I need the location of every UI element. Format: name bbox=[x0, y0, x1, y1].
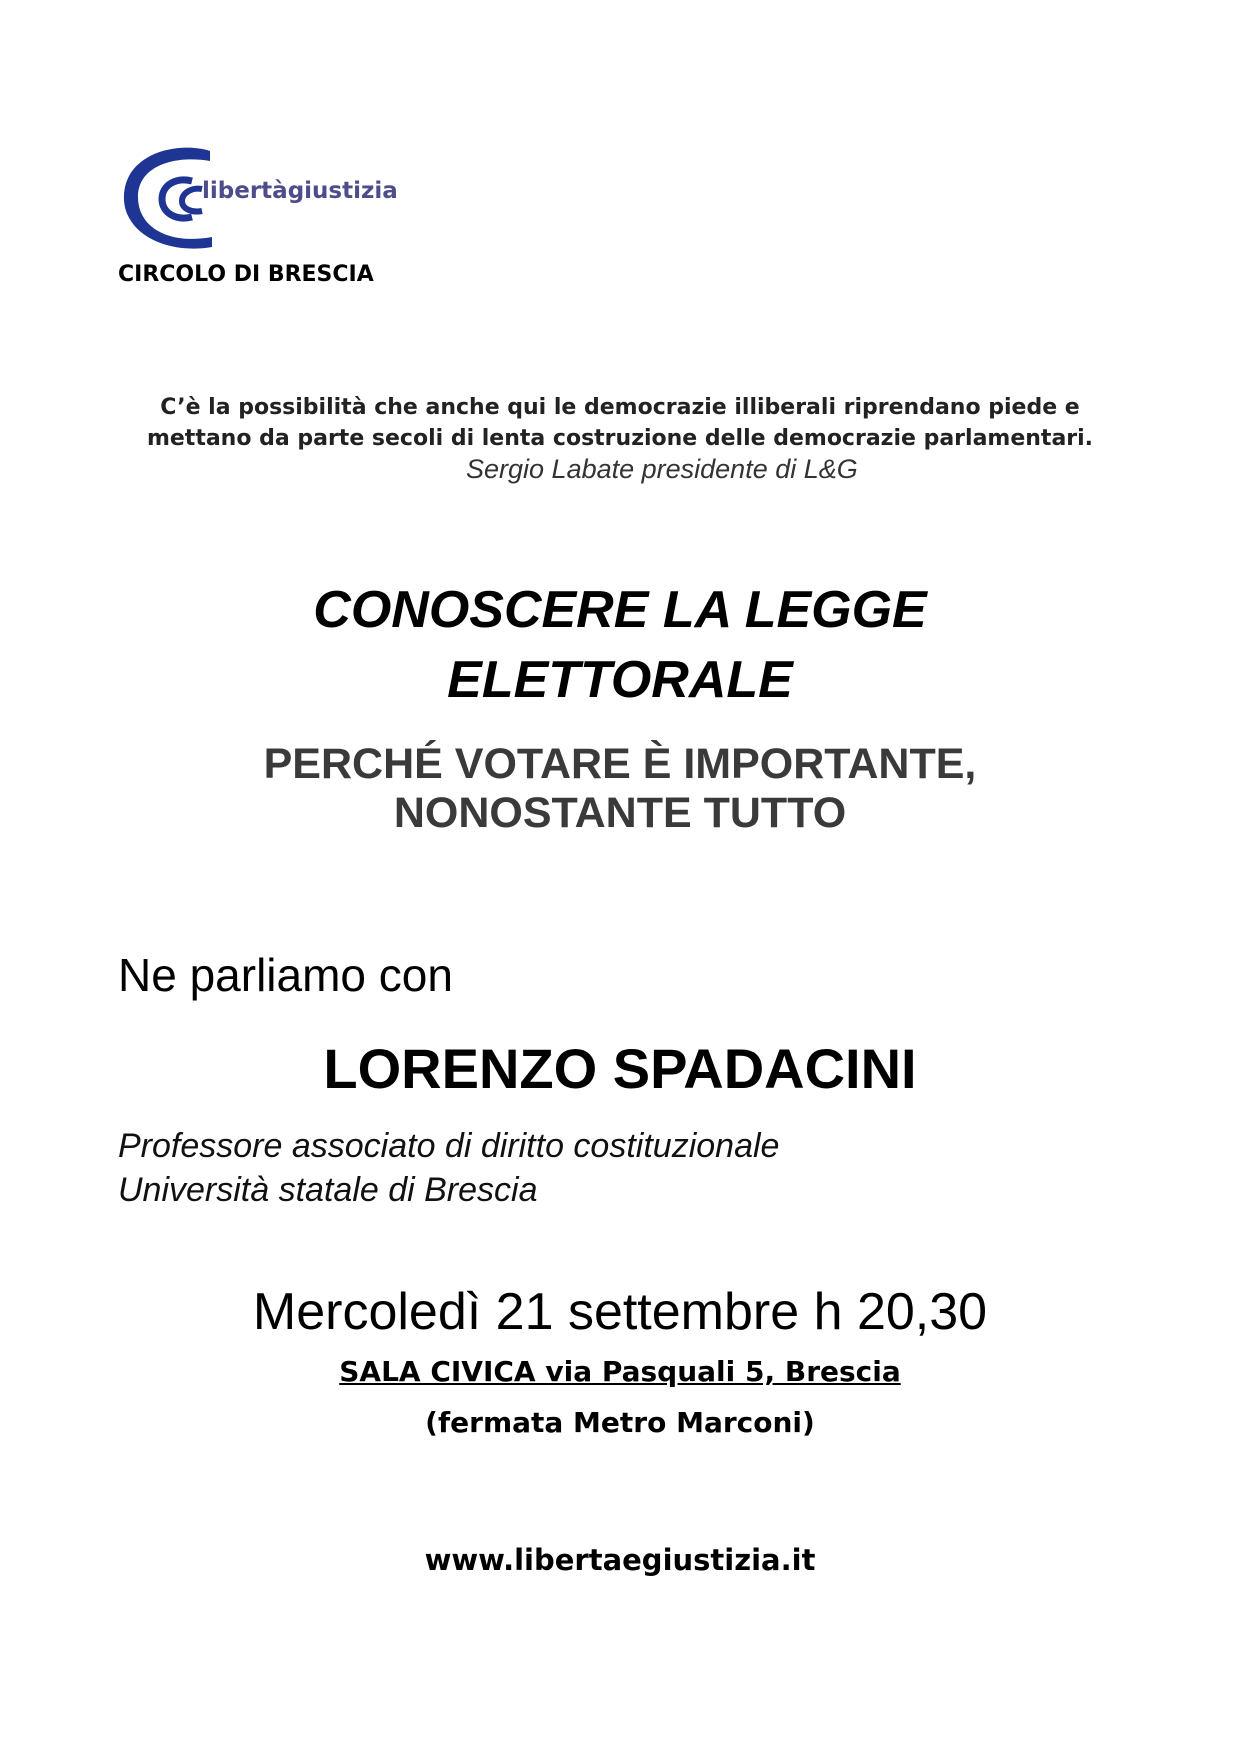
speaker-role-line-2: Università statale di Brescia bbox=[118, 1171, 538, 1209]
intro-text: Ne parliamo con bbox=[118, 949, 453, 1001]
speaker-role-line-1: Professore associato di diritto costituzionale bbox=[118, 1127, 780, 1165]
event-subtitle-line-1: PERCHÉ VOTARE È IMPORTANTE, bbox=[263, 740, 977, 788]
website-link[interactable]: www.libertaegiustizia.it bbox=[424, 1543, 816, 1577]
speaker-name: LORENZO SPADACINI bbox=[323, 1037, 917, 1100]
venue-text: SALA CIVICA via Pasquali 5, Brescia bbox=[339, 1355, 901, 1388]
quote-line-2: mettano da parte secoli di lenta costruzione delle democrazie parlamentari. bbox=[146, 426, 1094, 451]
logo-text: libertàgiustizia bbox=[202, 178, 398, 204]
event-date: Mercoledì 21 settembre h 20,30 bbox=[252, 1283, 988, 1341]
quote-author: Sergio Labate presidente di L&G bbox=[466, 454, 858, 484]
metro-stop: (fermata Metro Marconi) bbox=[425, 1406, 815, 1439]
event-title-line-1: CONOSCERE LA LEGGE bbox=[313, 581, 927, 639]
event-venue bbox=[0, 1355, 1240, 1388]
circolo-label: CIRCOLO DI BRESCIA bbox=[118, 262, 374, 287]
event-subtitle-line-2: NONOSTANTE TUTTO bbox=[393, 789, 847, 837]
quote-line-1: C’è la possibilità che anche qui le democrazie illiberali riprendano piede e bbox=[160, 395, 1080, 420]
event-title-line-2: ELETTORALE bbox=[447, 651, 793, 709]
